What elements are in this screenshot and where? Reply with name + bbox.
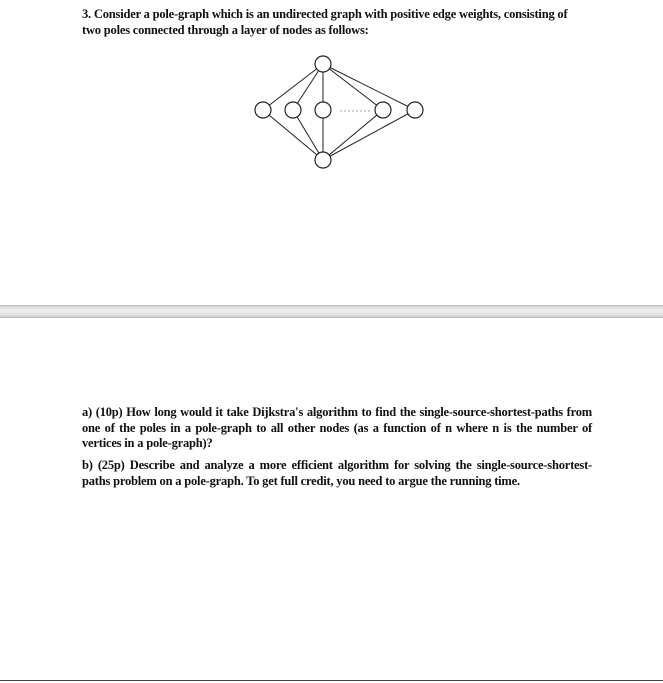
part-a xyxy=(82,405,592,452)
edge xyxy=(323,110,383,160)
edge xyxy=(323,64,383,110)
bottom-rule xyxy=(0,680,663,681)
bottom-pole-node xyxy=(315,152,331,168)
page-top xyxy=(0,0,663,305)
middle-node xyxy=(315,102,331,118)
page-separator xyxy=(0,305,663,318)
intro-line-2: two poles connected through a layer of nodes as follows: xyxy=(82,23,369,37)
edge xyxy=(293,110,323,160)
intro-line-1: 3. Consider a pole-graph which is an undirected graph with positive edge weights, consisting of xyxy=(82,7,568,21)
top-pole-node xyxy=(315,56,331,72)
edge xyxy=(323,64,415,110)
middle-node xyxy=(407,102,423,118)
pole-graph-diagram xyxy=(245,52,435,174)
edge xyxy=(323,110,415,160)
ellipsis-dots xyxy=(340,110,369,111)
part-b xyxy=(82,458,592,489)
question-intro xyxy=(82,6,602,38)
middle-node xyxy=(255,102,271,118)
part-a-text: a) (10p) How long would it take Dijkstra's algorithm to find the single-source-shortest-paths from one of the poles in a pole-graph to all other nodes (as a function of n where n is the number of vertices in a pole-graph)? xyxy=(82,405,592,450)
part-b-text: b) (25p) Describe and analyze a more efficient algorithm for solving the single-source-shortest-paths problem on a pole-graph. To get full credit, you need to argue the running time. xyxy=(82,458,592,488)
page-bottom xyxy=(0,318,663,683)
middle-node xyxy=(285,102,301,118)
middle-node xyxy=(375,102,391,118)
